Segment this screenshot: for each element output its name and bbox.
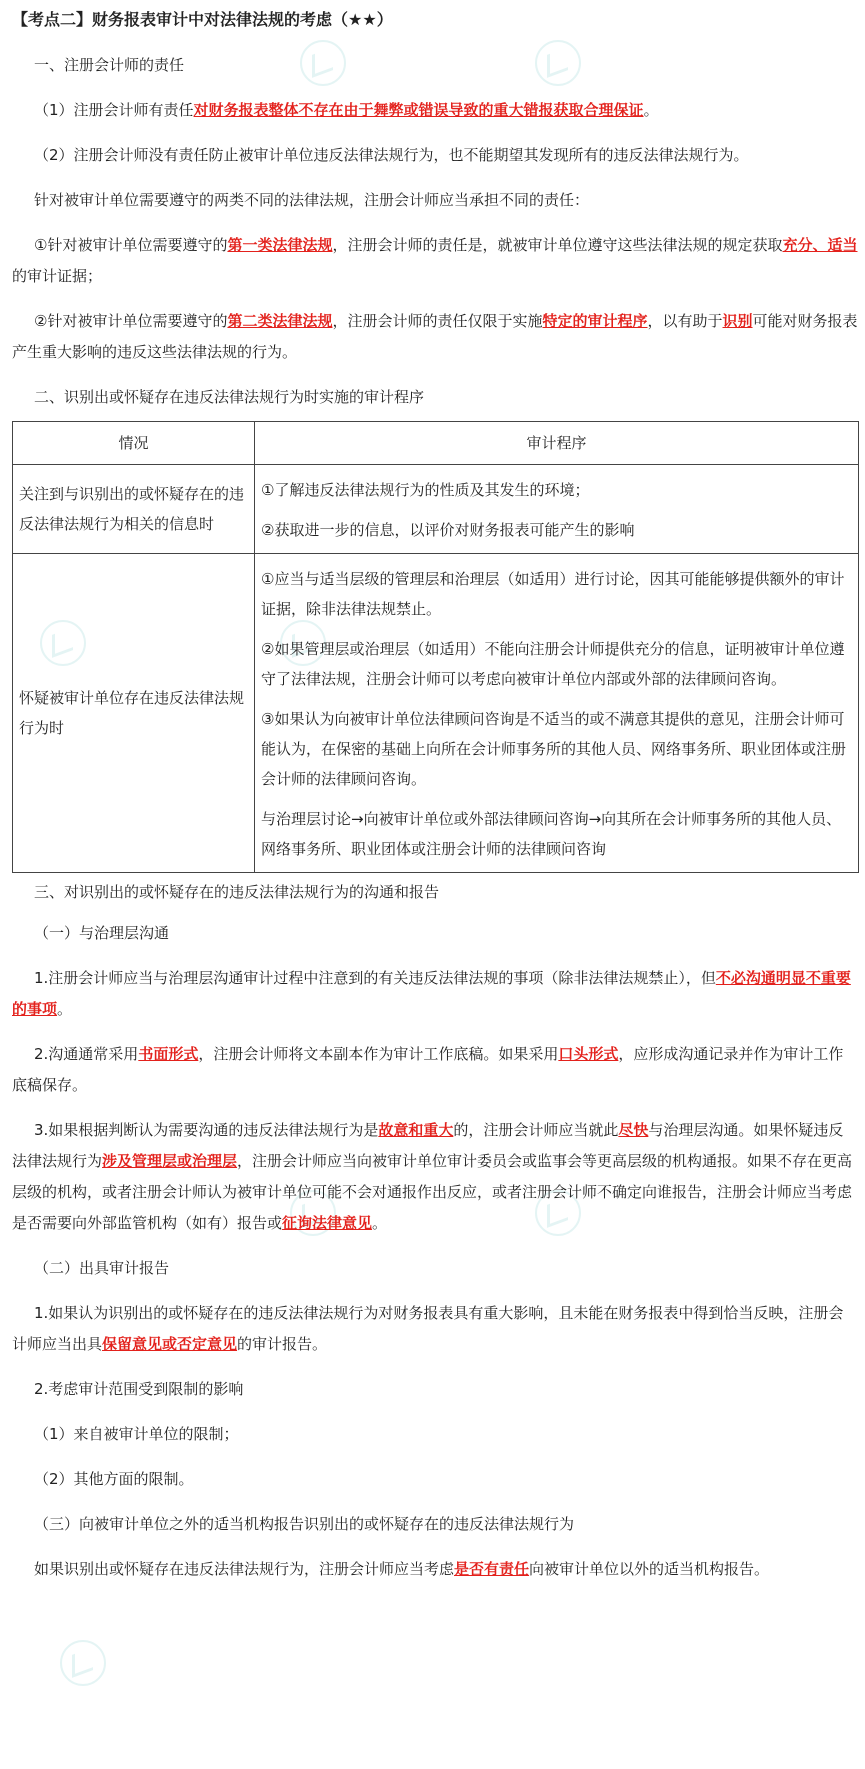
highlight: 尽快 — [618, 1121, 649, 1139]
column-header-procedure: 审计程序 — [255, 422, 859, 465]
highlight: 第一类法律法规 — [227, 236, 333, 254]
cell-situation: 关注到与识别出的或怀疑存在的违反法律法规行为相关的信息时 — [13, 465, 255, 554]
paragraph-two-types-intro: 针对被审计单位需要遵守的两类不同的法律法规，注册会计师应当承担不同的责任： — [34, 191, 590, 209]
text: 可能对财务报表产生重大影响的违反这些法律法规的行为。 — [12, 312, 858, 361]
text: 的审计报告。 — [237, 1335, 328, 1353]
highlight: 口头形式 — [558, 1045, 619, 1063]
highlight: 故意和重大 — [378, 1121, 454, 1139]
procedure-item: ①应当与适当层级的管理层和治理层（如适用）进行讨论，因其可能能够提供额外的审计证据，除非法律法规禁止。 — [261, 570, 845, 618]
procedure-item: ③如果认为向被审计单位法律顾问咨询是不适当的或不满意其提供的意见，注册会计师可能认为，在保密的基础上向所在会计师事务所的其他人员、网络事务所、职业团体或注册会计师的法律顾问咨询。 — [261, 710, 847, 788]
text: 3.如果根据判断认为需要沟通的违反法律法规行为是 — [34, 1121, 379, 1139]
text: ①针对被审计单位需要遵守的 — [34, 236, 228, 254]
table-header-row — [13, 422, 859, 465]
text: （1）注册会计师有责任 — [34, 101, 194, 119]
paragraph-first-type — [12, 230, 858, 292]
text: 2.沟通通常采用 — [34, 1045, 139, 1063]
table-row — [13, 554, 859, 873]
document-page — [12, 8, 858, 1599]
paragraph-communication-3 — [12, 1115, 858, 1239]
text: ②针对被审计单位需要遵守的 — [34, 312, 228, 330]
section-heading-responsibility: 一、注册会计师的责任 — [34, 56, 185, 74]
highlight: 征询法律意见 — [282, 1214, 373, 1232]
watermark-icon — [60, 1640, 106, 1686]
subheading-audit-report: （二）出具审计报告 — [34, 1259, 170, 1277]
highlight: 对财务报表整体不存在由于舞弊或错误导致的重大错报获取合理保证 — [193, 101, 644, 119]
highlight: 充分、适当 — [782, 236, 858, 254]
text: ，注册会计师将文本副本作为审计工作底稿。如果采用 — [198, 1045, 559, 1063]
paragraph-report-2a: （1）来自被审计单位的限制； — [34, 1425, 239, 1443]
highlight: 书面形式 — [138, 1045, 199, 1063]
text: ，应形成沟通记录并作为审计工作底稿保存。 — [12, 1045, 844, 1094]
procedure-item: ②获取进一步的信息，以评价对财务报表可能产生的影响 — [261, 521, 635, 539]
text: 。 — [372, 1214, 388, 1232]
section-heading-communication: 三、对识别出的或怀疑存在的违反法律法规行为的沟通和报告 — [34, 883, 440, 901]
text: 1.注册会计师应当与治理层沟通审计过程中注意到的有关违反法律法规的事项（除非法律法规禁止），但 — [34, 969, 716, 987]
text: ，以有助于 — [647, 312, 723, 330]
highlight: 识别 — [722, 312, 753, 330]
text: 与治理层沟通。如果怀疑违反法律法规行为 — [12, 1121, 844, 1170]
highlight: 不必沟通明显不重要的事项 — [12, 969, 851, 1018]
paragraph-second-type — [12, 306, 858, 368]
paragraph-communication-1 — [12, 963, 858, 1025]
table-row — [13, 465, 859, 554]
procedures-table — [12, 421, 859, 873]
cell-situation: 怀疑被审计单位存在违反法律法规行为时 — [13, 554, 255, 873]
column-header-situation: 情况 — [13, 422, 255, 465]
procedure-flow: 与治理层讨论→向被审计单位或外部法律顾问咨询→向其所在会计师事务所的其他人员、网络事务所、职业团体或注册会计师的法律顾问咨询 — [261, 810, 842, 858]
text: 。 — [643, 101, 659, 119]
page-title: 【考点二】财务报表审计中对法律法规的考虑（★★） — [12, 10, 393, 29]
subheading-external-report: （三）向被审计单位之外的适当机构报告识别出的或怀疑存在的违反法律法规行为 — [34, 1515, 575, 1533]
cell-procedure — [255, 465, 859, 554]
text: 的审计证据； — [12, 267, 103, 285]
paragraph-report-2b: （2）其他方面的限制。 — [34, 1470, 194, 1488]
text: 1.如果认为识别出的或怀疑存在的违反法律法规行为对财务报表具有重大影响，且未能在财务报表中得到恰当反映，注册会计师应当出具 — [12, 1304, 844, 1353]
text: 向被审计单位以外的适当机构报告。 — [529, 1560, 770, 1578]
subheading-governance: （一）与治理层沟通 — [34, 924, 170, 942]
cell-procedure — [255, 554, 859, 873]
paragraph-communication-2 — [12, 1039, 858, 1101]
highlight: 保留意见或否定意见 — [102, 1335, 238, 1353]
text: ，注册会计师的责任是，就被审计单位遵守这些法律法规的规定获取 — [332, 236, 783, 254]
paragraph-responsibility-1 — [12, 95, 858, 126]
highlight: 是否有责任 — [454, 1560, 530, 1578]
text: ，注册会计师应当向被审计单位审计委员会或监事会等更高层级的机构通报。如果不存在更高层级的机构，或者注册会计师认为被审计单位可能不会对通报作出反应，或者注册会计师不确定向谁报告，注册会计师应当考虑是否需要向外部监管机构（如有）报告或 — [12, 1152, 853, 1232]
paragraph-report-2: 2.考虑审计范围受到限制的影响 — [34, 1380, 244, 1398]
highlight: 涉及管理层或治理层 — [102, 1152, 238, 1170]
text: ，注册会计师的责任仅限于实施 — [332, 312, 543, 330]
highlight: 特定的审计程序 — [542, 312, 648, 330]
procedure-item: ①了解违反法律法规行为的性质及其发生的环境； — [261, 481, 590, 499]
text: 的，注册会计师应当就此 — [453, 1121, 619, 1139]
section-heading-procedures: 二、识别出或怀疑存在违反法律法规行为时实施的审计程序 — [34, 388, 425, 406]
text: 如果识别出或怀疑存在违反法律法规行为，注册会计师应当考虑 — [34, 1560, 455, 1578]
procedure-item: ②如果管理层或治理层（如适用）不能向注册会计师提供充分的信息，证明被审计单位遵守了法律法规，注册会计师可以考虑向被审计单位内部或外部的法律顾问咨询。 — [261, 640, 845, 688]
paragraph-external-report — [12, 1554, 858, 1585]
highlight: 第二类法律法规 — [227, 312, 333, 330]
paragraph-report-1 — [12, 1298, 858, 1360]
text: 。 — [57, 1000, 73, 1018]
paragraph-responsibility-2: （2）注册会计师没有责任防止被审计单位违反法律法规行为，也不能期望其发现所有的违反法律法规行为。 — [34, 146, 749, 164]
